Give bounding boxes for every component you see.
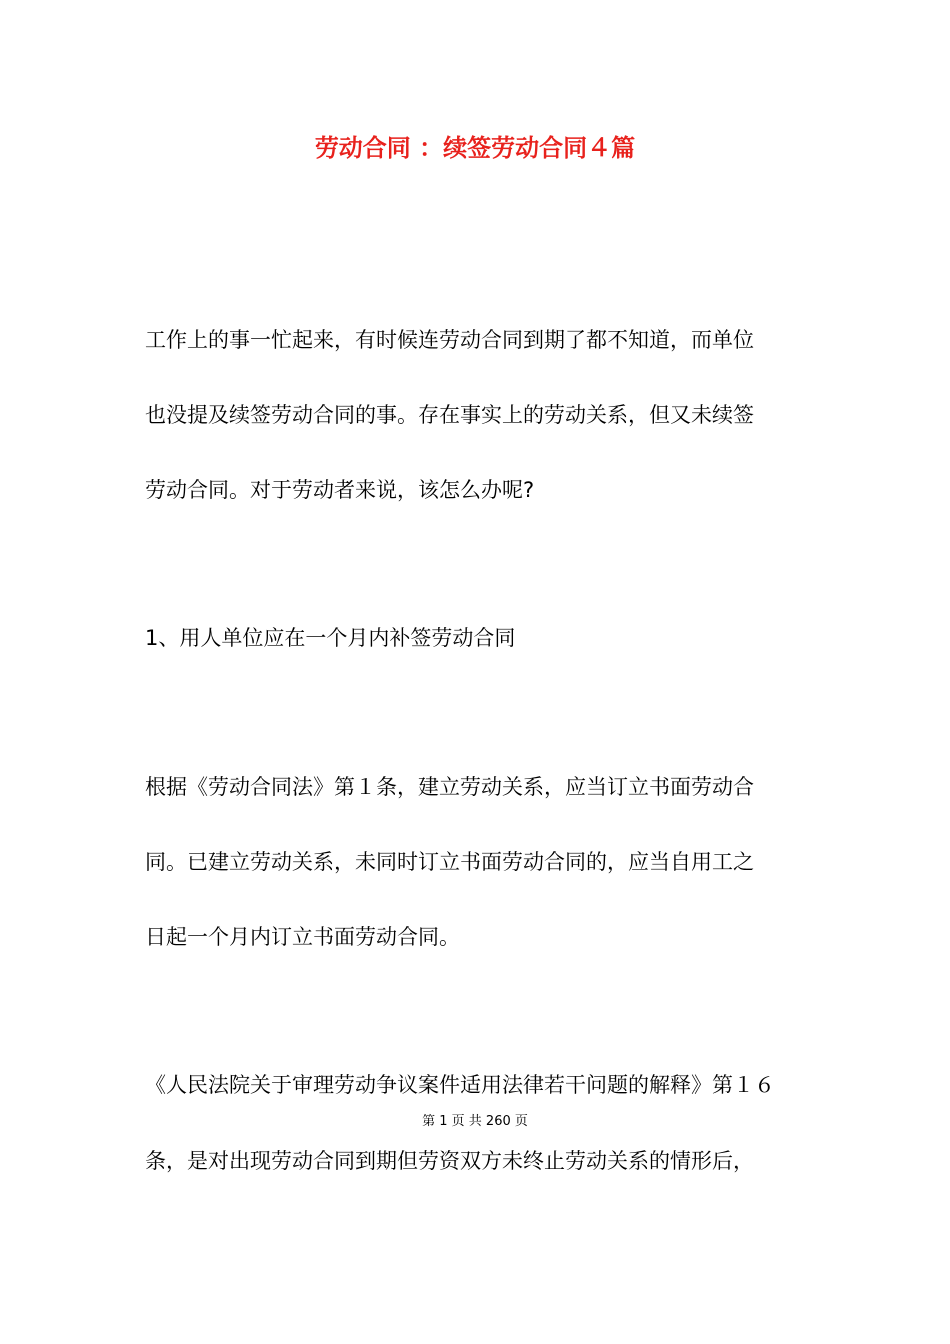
paragraph-2-line-3: 日起一个月内订立书面劳动合同。	[145, 925, 460, 949]
page-footer: 第 1 页 共 260 页	[422, 1114, 528, 1129]
document-title: 劳动合同 ：续签劳动合同４篇	[314, 134, 636, 162]
paragraph-2-line-2: 同。已建立劳动关系，未同时订立书面劳动合同的，应当自用工之	[145, 850, 754, 874]
paragraph-2-line-1: 根据《劳动合同法》第１条，建立劳动关系，应当订立书面劳动合	[145, 775, 754, 799]
paragraph-3-line-1: 《人民法院关于审理劳动争议案件适用法律若干问题的解释》第１６	[145, 1073, 775, 1097]
section-heading-1: 1、用人单位应在一个月内补签劳动合同	[145, 626, 516, 650]
paragraph-1-line-3: 劳动合同。对于劳动者来说，该怎么办呢?	[145, 478, 535, 502]
paragraph-3-line-2: 条，是对出现劳动合同到期但劳资双方未终止劳动关系的情形后，	[145, 1149, 754, 1173]
paragraph-1-line-1: 工作上的事一忙起来，有时候连劳动合同到期了都不知道，而单位	[145, 328, 754, 352]
paragraph-1-line-2: 也没提及续签劳动合同的事。存在事实上的劳动关系，但又未续签	[145, 403, 754, 427]
